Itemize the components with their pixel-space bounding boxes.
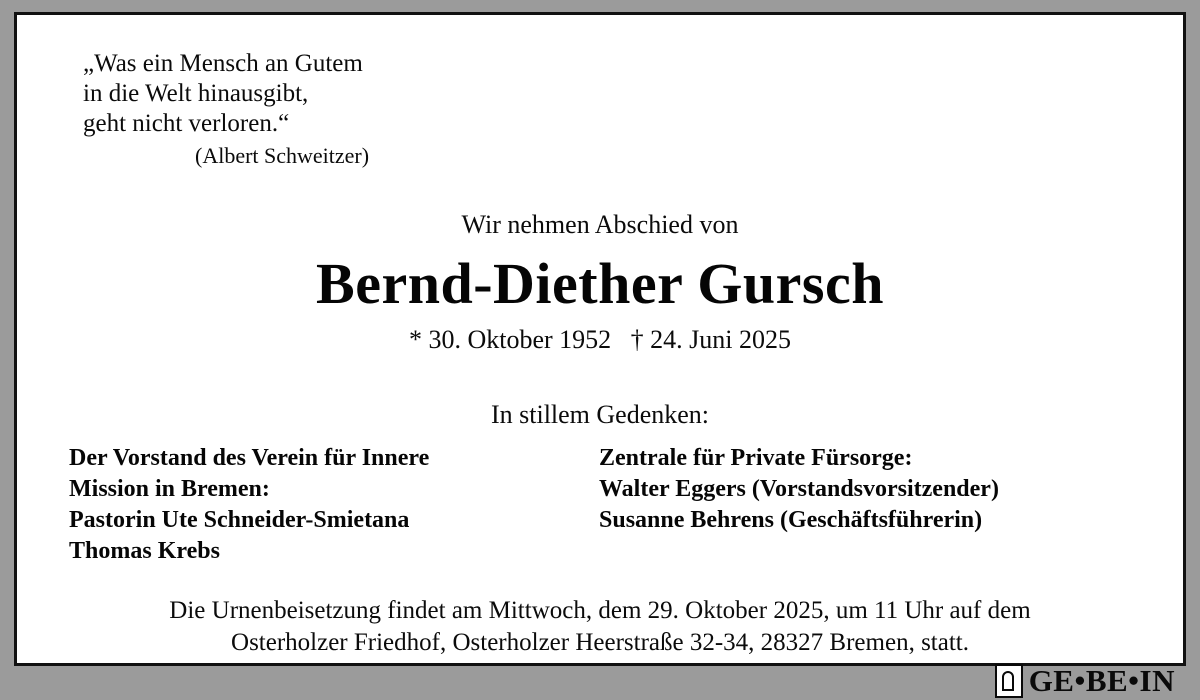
mourner-right-line-3: Susanne Behrens (Geschäftsführerin) bbox=[599, 507, 983, 533]
funeral-line-2: Osterholzer Friedhof, Osterholzer Heerstraße 32-34, 28327 Bremen, statt. bbox=[231, 629, 969, 656]
deceased-name: Bernd-Diether Gursch bbox=[316, 251, 884, 316]
mourners-column-right bbox=[599, 443, 1129, 567]
quote-line-1: „Was ein Mensch an Gutem bbox=[83, 50, 363, 77]
mourners-column-left bbox=[69, 443, 599, 567]
obituary-inner bbox=[17, 15, 1183, 698]
mourner-left-line-2: Mission in Bremen: bbox=[69, 476, 270, 502]
remembrance-label: In stillem Gedenken: bbox=[490, 400, 710, 429]
funeral-information bbox=[17, 595, 1183, 659]
publisher-logo bbox=[995, 663, 1175, 699]
quote-line-2: in die Welt hinausgibt, bbox=[83, 80, 309, 107]
birth-death-dates: * 30. Oktober 1952 † 24. Juni 2025 bbox=[408, 325, 792, 354]
bell-icon bbox=[995, 664, 1023, 698]
farewell-text: Wir nehmen Abschied von bbox=[461, 210, 739, 239]
publisher-logo-text: GE•BE•IN bbox=[1028, 663, 1175, 698]
quote-author: (Albert Schweitzer) bbox=[195, 143, 370, 168]
mourner-left-line-4: Thomas Krebs bbox=[69, 538, 220, 564]
funeral-line-1: Die Urnenbeisetzung findet am Mittwoch, dem 29. Oktober 2025, um 11 Uhr auf dem bbox=[169, 597, 1031, 624]
quote-block bbox=[83, 49, 369, 171]
mourner-left-line-1: Der Vorstand des Verein für Innere bbox=[69, 445, 430, 471]
obituary-notice-card bbox=[14, 12, 1186, 698]
mourner-right-line-1: Zentrale für Private Fürsorge: bbox=[599, 445, 913, 471]
mourners-section bbox=[69, 443, 1129, 567]
mourner-left-line-3: Pastorin Ute Schneider-Smietana bbox=[69, 507, 410, 533]
mourner-right-line-2: Walter Eggers (Vorstandsvorsitzender) bbox=[599, 476, 999, 502]
quote-line-3: geht nicht verloren.“ bbox=[83, 110, 290, 137]
